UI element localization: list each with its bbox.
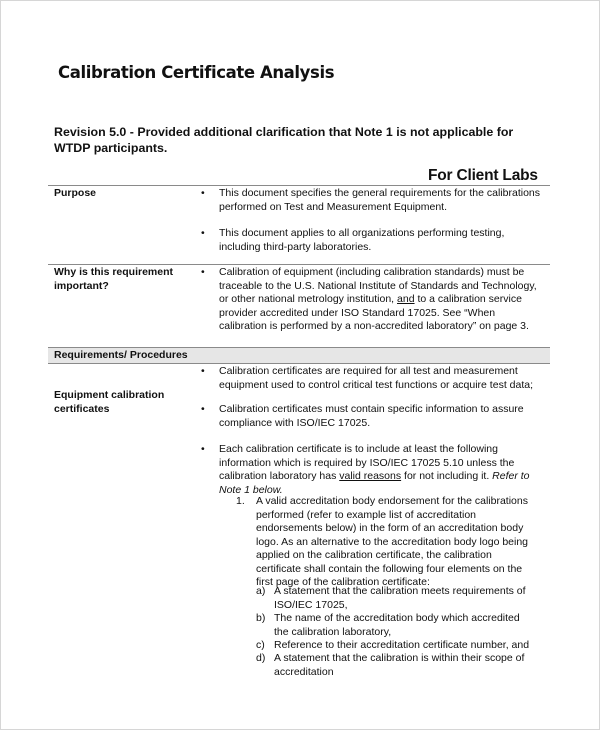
equipment-bullet-2: • Calibration certificates must contain specific information to assure compliance with ISO/IEC 17025. — [201, 403, 524, 429]
sub-item-d: d) A statement that the calibration is within their scope of accreditation — [256, 652, 525, 678]
sub-item-a: a) A statement that the calibration meets requirements of ISO/IEC 17025, — [256, 585, 526, 611]
importance-bullet: • Calibration of equipment (including calibration standards) must be traceable to the U.S. National Institute of Standards and Technology, or other national metrology institution, and to a calibration service provider accredited under ISO Standard 17025. See “When calibration is performed by a non-accredited laboratory” on page 3. — [201, 266, 537, 332]
row-label-purpose: Purpose — [54, 187, 97, 199]
equipment-bullet-1: • Calibration certificates are required for all test and measurement equipment used to control critical test functions or acquire test data; — [201, 365, 534, 391]
bullet-icon: • — [201, 187, 205, 199]
sub-item-c: c) Reference to their accreditation certificate number, and — [256, 639, 530, 651]
equipment-bullet-3: • Each calibration certificate is to include at least the following information which is required by ISO/IEC 17025 5.10 unless the calibration laboratory has valid reasons for not including it. Refer to Note 1 below. — [201, 443, 530, 496]
emphasis-underline: and — [397, 293, 415, 305]
purpose-bullet-2: • This document applies to all organizations performing testing, including third-party laboratories. — [201, 227, 505, 253]
section-header-label: Requirements/ Procedures — [54, 349, 188, 361]
bullet-icon: • — [201, 227, 205, 239]
table-rule-top — [48, 185, 550, 186]
bullet-icon: • — [201, 266, 205, 278]
emphasis-underline: valid reasons — [339, 470, 402, 482]
row-label-equipment: Equipment calibration certificates — [54, 389, 165, 415]
bullet-icon: • — [201, 403, 205, 415]
bullet-icon: • — [201, 365, 205, 377]
audience-heading: For Client Labs — [428, 167, 538, 184]
section-header-requirements — [48, 347, 550, 364]
table-rule-importance — [48, 264, 550, 265]
revision-note: Revision 5.0 - Provided additional clarification that Note 1 is not applicable for WTDP participants. — [54, 125, 514, 155]
row-label-importance: Why is this requirement important? — [54, 266, 174, 292]
document-title: Calibration Certificate Analysis — [58, 63, 335, 82]
bullet-icon: • — [201, 443, 205, 455]
note-reference: Refer to Note 1 below. — [219, 470, 530, 496]
sub-item-b: b) The name of the accreditation body which accredited the calibration laboratory, — [256, 612, 520, 638]
purpose-bullet-1: • This document specifies the general requirements for the calibrations performed on Test and Measurement Equipment. — [201, 187, 540, 213]
numbered-item-1: 1. A valid accreditation body endorsement for the calibrations performed (refer to example list of accreditation endorsements below) in the form of an accreditation body logo. As an alternative to the accreditation body logo being applied on the calibration certificate, the calibration certificate shall contain the following four elements on the first page of the calibration certificate: — [236, 495, 529, 588]
